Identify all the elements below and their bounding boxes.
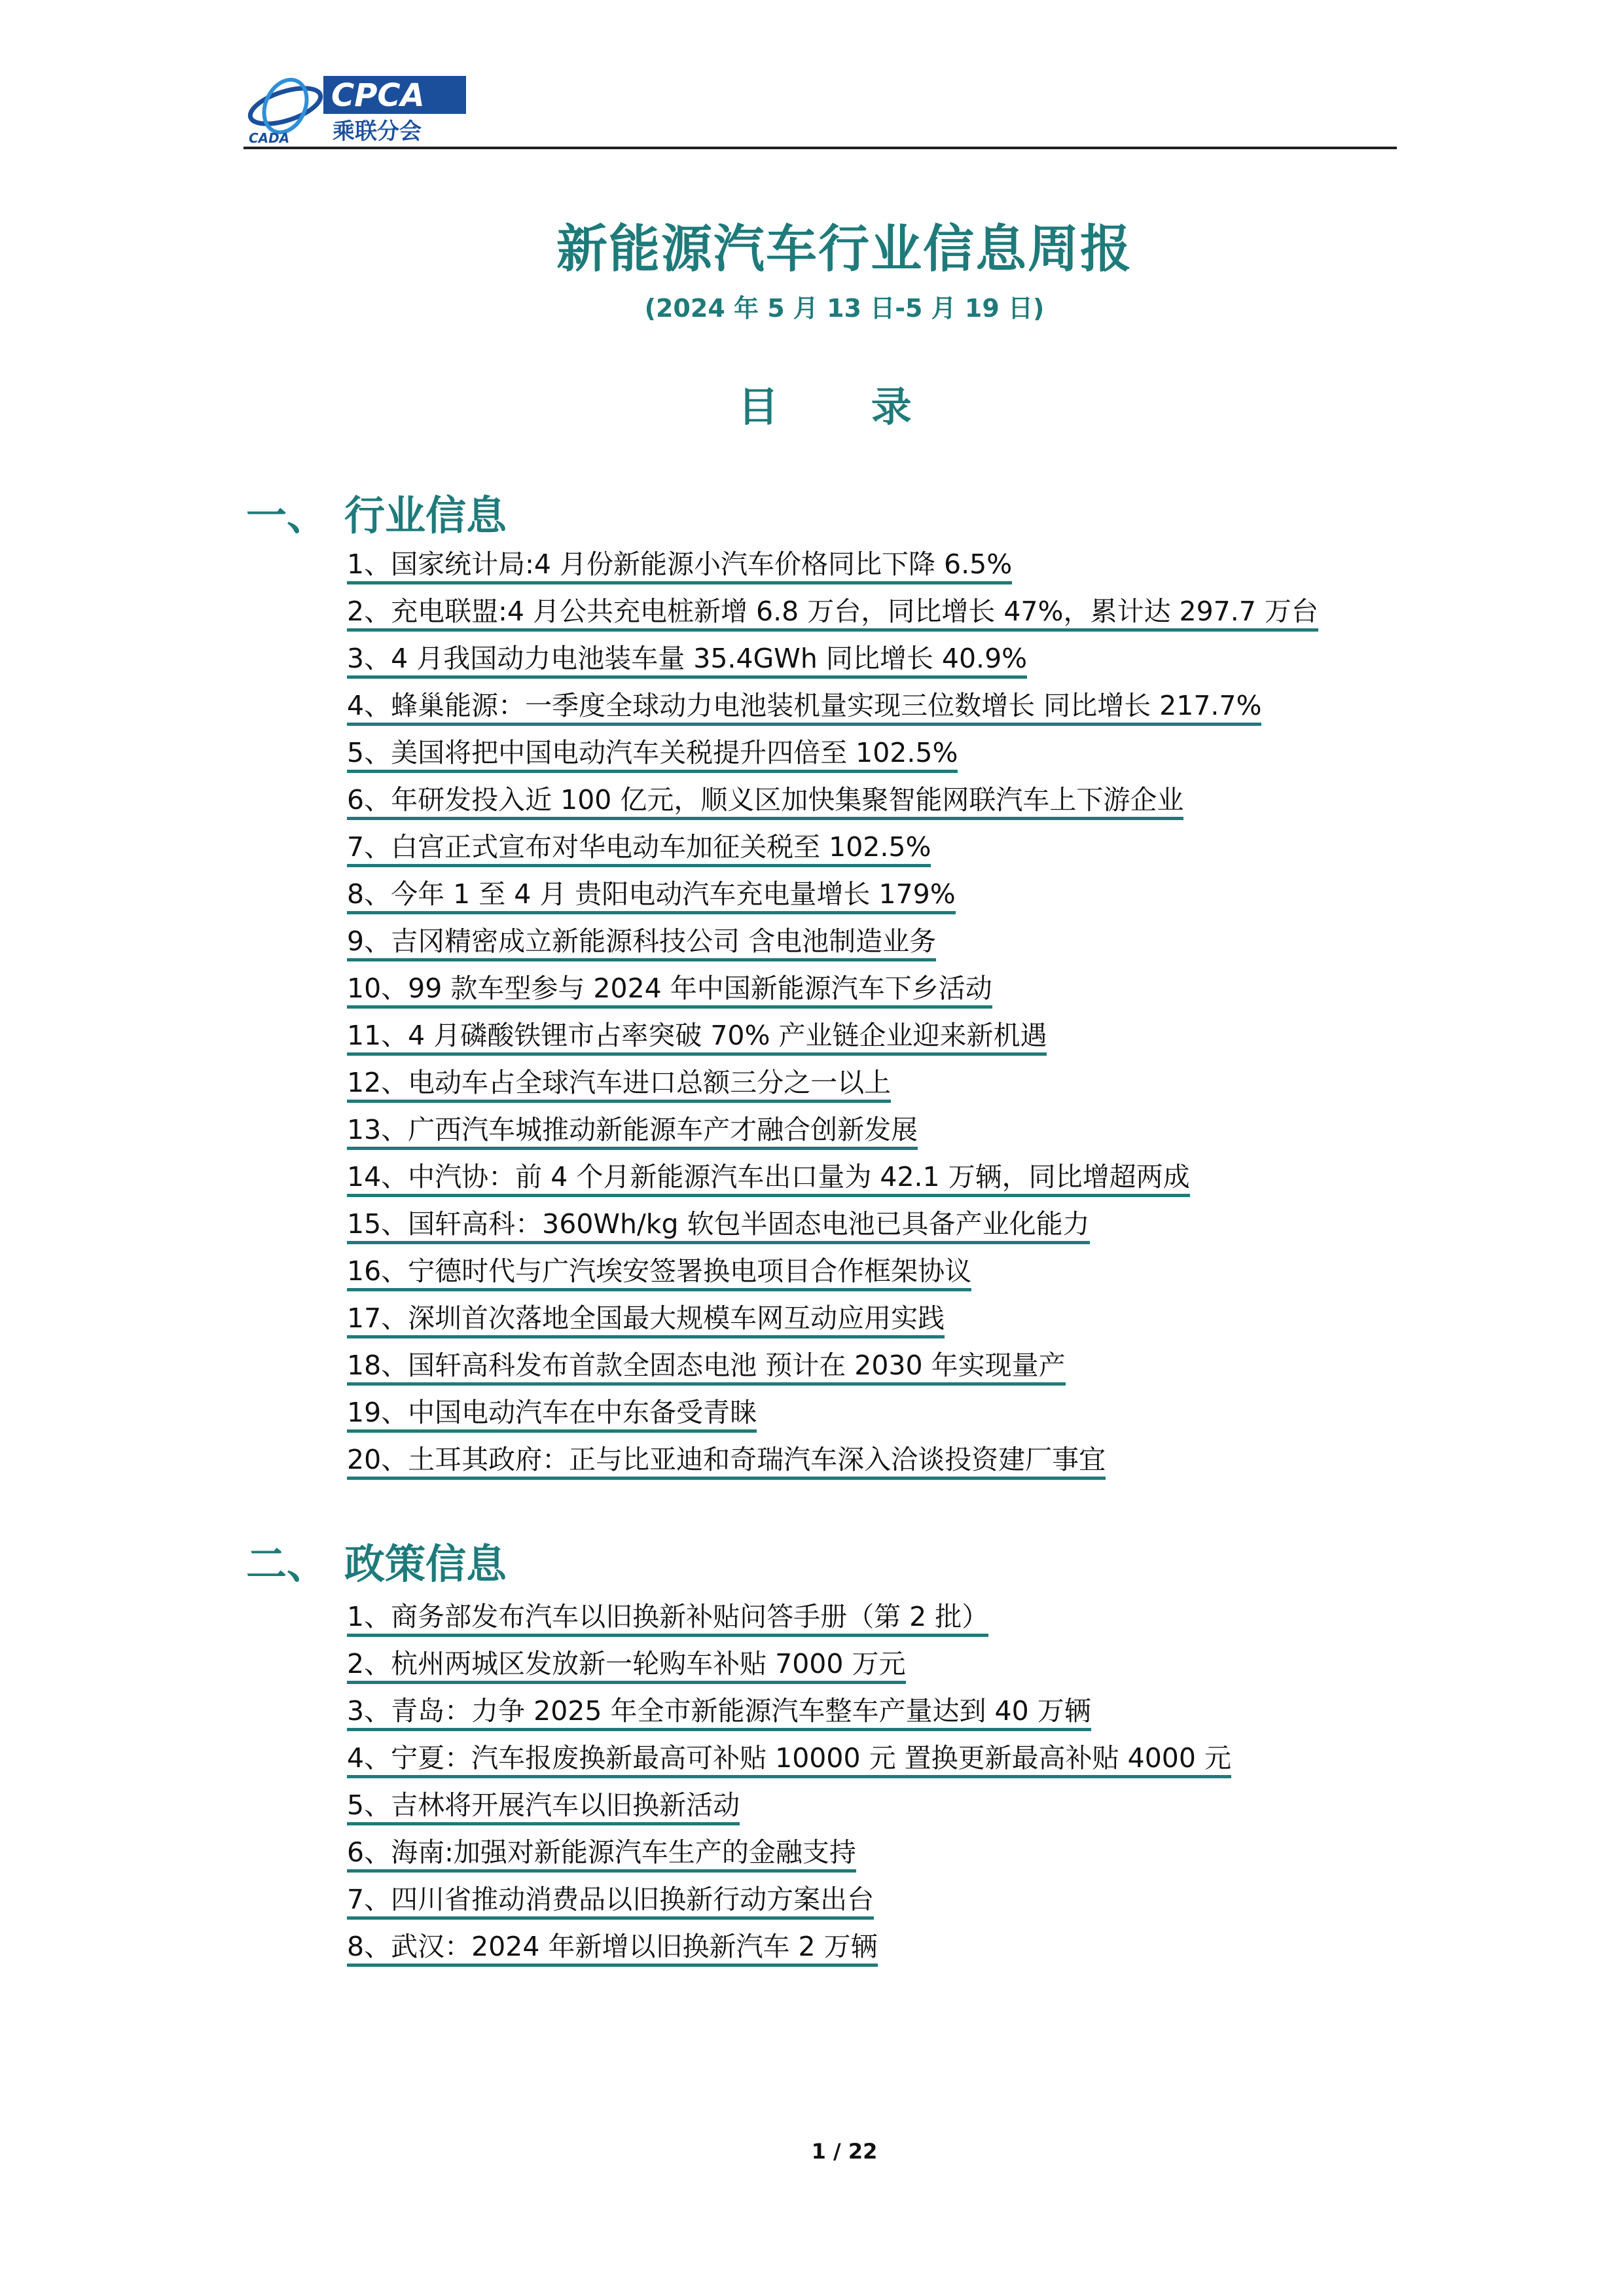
toc-link[interactable]: 11、4 月磷酸铁锂市占率突破 70% 产业链企业迎来新机遇 — [347, 1020, 1047, 1056]
toc-link[interactable]: 2、充电联盟:4 月公共充电桩新增 6.8 万台，同比增长 47%，累计达 297.7 万台 — [347, 596, 1318, 632]
section-heading-industry — [246, 483, 507, 541]
toc-link[interactable]: 6、海南:加强对新能源汽车生产的金融支持 — [347, 1837, 856, 1873]
toc-item[interactable] — [347, 639, 1318, 686]
cpca-logo — [246, 68, 469, 147]
toc-link[interactable]: 4、宁夏：汽车报废换新最高可补贴 10000 元 置换更新最高补贴 4000 元 — [347, 1742, 1231, 1778]
toc-item[interactable] — [347, 1927, 1231, 1974]
toc-item[interactable] — [347, 686, 1318, 733]
toc-item[interactable] — [347, 592, 1318, 639]
toc-link[interactable]: 5、吉林将开展汽车以旧换新活动 — [347, 1789, 740, 1825]
toc-item[interactable] — [347, 1110, 1318, 1157]
toc-link[interactable]: 17、深圳首次落地全国最大规模车网互动应用实践 — [347, 1302, 945, 1338]
toc-link[interactable]: 19、中国电动汽车在中东备受青睐 — [347, 1397, 757, 1433]
toc-item[interactable] — [347, 1204, 1318, 1251]
toc-link[interactable]: 14、中汽协：前 4 个月新能源汽车出口量为 42.1 万辆，同比增超两成 — [347, 1161, 1190, 1197]
toc-item[interactable] — [347, 969, 1318, 1016]
toc-link[interactable]: 16、宁德时代与广汽埃安签署换电项目合作框架协议 — [347, 1255, 971, 1291]
toc-link[interactable]: 8、武汉：2024 年新增以旧换新汽车 2 万辆 — [347, 1931, 878, 1967]
section-number: 二、 — [246, 1540, 328, 1588]
policy-news-list — [347, 1597, 1231, 1974]
toc-link[interactable]: 15、国轩高科：360Wh/kg 软包半固态电池已具备产业化能力 — [347, 1208, 1090, 1244]
toc-link[interactable]: 13、广西汽车城推动新能源车产才融合创新发展 — [347, 1114, 918, 1150]
document-title: 新能源汽车行业信息周报 — [556, 220, 1132, 279]
toc-item[interactable] — [347, 1440, 1318, 1487]
toc-item[interactable] — [347, 1833, 1231, 1880]
toc-item[interactable] — [347, 1299, 1318, 1346]
toc-item[interactable] — [347, 1016, 1318, 1063]
industry-news-list — [347, 545, 1318, 1487]
toc-item[interactable] — [347, 1691, 1231, 1738]
toc-item[interactable] — [347, 1063, 1318, 1110]
section-heading-policy — [246, 1532, 507, 1590]
section-title: 行业信息 — [344, 492, 507, 539]
toc-item[interactable] — [347, 1738, 1231, 1785]
toc-link[interactable]: 7、四川省推动消费品以旧换新行动方案出台 — [347, 1884, 874, 1920]
toc-item[interactable] — [347, 1251, 1318, 1299]
toc-link[interactable]: 2、杭州两城区发放新一轮购车补贴 7000 万元 — [347, 1648, 906, 1684]
toc-item[interactable] — [347, 1785, 1231, 1833]
date-range: (2024 年 5 月 13 日-5 月 19 日) — [644, 294, 1045, 323]
toc-item[interactable] — [347, 922, 1318, 969]
logo-subtext: 乘联分会 — [333, 118, 422, 145]
toc-item[interactable] — [347, 1393, 1318, 1440]
toc-link[interactable]: 9、吉冈精密成立新能源科技公司 含电池制造业务 — [347, 925, 936, 961]
toc-link[interactable]: 1、商务部发布汽车以旧换新补贴问答手册（第 2 批） — [347, 1601, 988, 1637]
toc-link[interactable]: 3、青岛：力争 2025 年全市新能源汽车整车产量达到 40 万辆 — [347, 1695, 1091, 1731]
toc-link[interactable]: 10、99 款车型参与 2024 年中国新能源汽车下乡活动 — [347, 973, 992, 1009]
toc-link[interactable]: 4、蜂巢能源：一季度全球动力电池装机量实现三位数增长 同比增长 217.7% — [347, 690, 1261, 726]
toc-title: 目 录 — [738, 383, 951, 431]
toc-link[interactable]: 6、年研发投入近 100 亿元，顺义区加快集聚智能网联汽车上下游企业 — [347, 784, 1183, 820]
toc-item[interactable] — [347, 874, 1318, 922]
toc-link[interactable]: 8、今年 1 至 4 月 贵阳电动汽车充电量增长 179% — [347, 878, 956, 914]
toc-item[interactable] — [347, 545, 1318, 592]
section-title: 政策信息 — [344, 1540, 507, 1588]
toc-item[interactable] — [347, 1597, 1231, 1644]
toc-link[interactable]: 3、4 月我国动力电池装车量 35.4GWh 同比增长 40.9% — [347, 643, 1027, 679]
page-number: 1 / 22 — [811, 2139, 878, 2164]
toc-item[interactable] — [347, 733, 1318, 780]
toc-item[interactable] — [347, 1880, 1231, 1927]
toc-link[interactable]: 7、白宫正式宣布对华电动车加征关税至 102.5% — [347, 831, 931, 867]
logo-mark-text: CADA — [249, 130, 290, 146]
toc-link[interactable]: 1、国家统计局:4 月份新能源小汽车价格同比下降 6.5% — [347, 548, 1012, 584]
section-number: 一、 — [246, 492, 328, 539]
toc-link[interactable]: 18、国轩高科发布首款全固态电池 预计在 2030 年实现量产 — [347, 1350, 1066, 1386]
header-rule — [244, 147, 1397, 149]
toc-item[interactable] — [347, 827, 1318, 874]
toc-item[interactable] — [347, 1346, 1318, 1393]
toc-link[interactable]: 20、土耳其政府：正与比亚迪和奇瑞汽车深入洽谈投资建厂事宜 — [347, 1444, 1106, 1480]
logo-text: CPCA — [331, 77, 425, 114]
toc-link[interactable]: 5、美国将把中国电动汽车关税提升四倍至 102.5% — [347, 737, 958, 773]
toc-item[interactable] — [347, 1157, 1318, 1204]
toc-item[interactable] — [347, 1644, 1231, 1691]
toc-item[interactable] — [347, 780, 1318, 827]
toc-link[interactable]: 12、电动车占全球汽车进口总额三分之一以上 — [347, 1067, 891, 1103]
